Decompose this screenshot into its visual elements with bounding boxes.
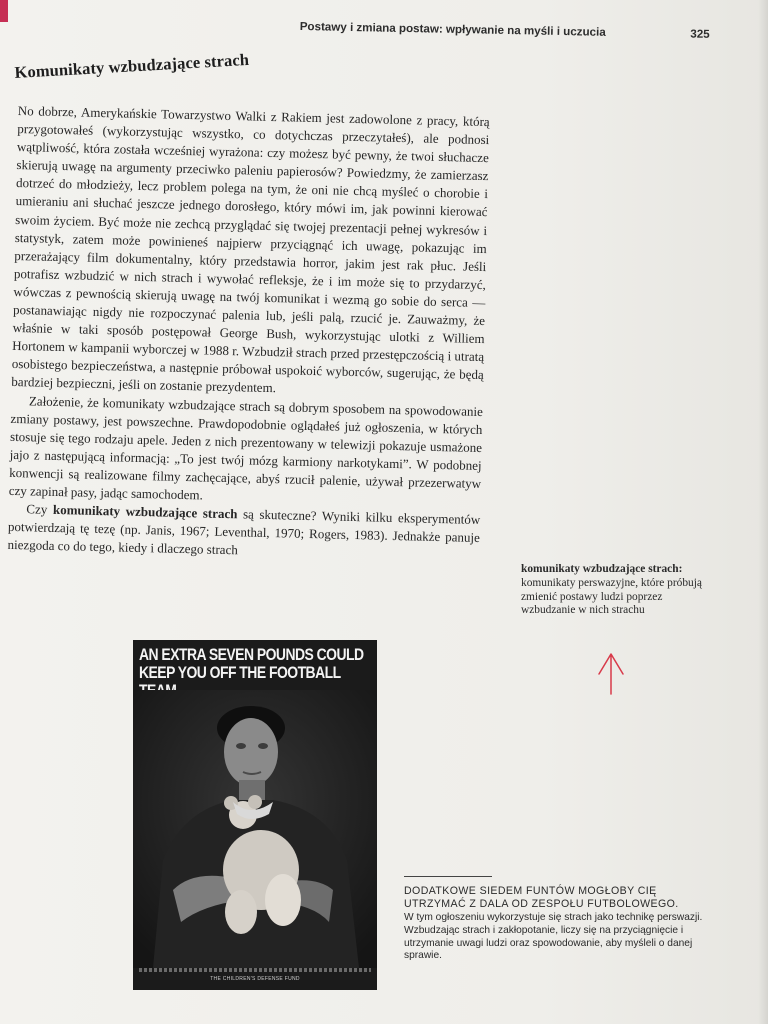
section-title: Komunikaty wzbudzające strach [14, 49, 250, 82]
body-text [7, 102, 490, 565]
caption-rule [404, 876, 492, 877]
ad-sponsor: THE CHILDREN'S DEFENSE FUND [210, 976, 300, 982]
caption-body: W tym ogłoszeniu wykorzystuje się strach jako technikę perswazji. Wzbudzając strach i zakłopotanie, liczy się na przyciągnięcie i utrzymanie uwagi ludzi oraz spowodowanie, aby myśleli o danej sprawie. [404, 912, 703, 962]
advertisement-photo [133, 640, 377, 990]
margin-definition [521, 563, 711, 618]
caption-title: DODATKOWE SIEDEM FUNTÓW MOGŁOBY CIĘ UTRZYMAĆ Z DALA OD ZESPOŁU FUTBOLOWEGO. [404, 885, 679, 910]
page-edge-shadow [758, 0, 768, 1024]
paragraph-text: Czy [26, 501, 54, 517]
page-corner-mark [0, 0, 8, 22]
paragraph [7, 500, 480, 565]
ad-headline: AN EXTRA SEVEN POUNDS COULD KEEP YOU OFF THE FOOTBALL [139, 646, 364, 682]
paragraph-text: są skuteczne? Wyniki kilku eksperymentów potwierdzają tę tezę (np. Janis, 1967; Leventhal, 1970; Rogers, 1983). Jednakże panuje niezgoda co do tego, kiedy i dlaczego strach [7, 506, 481, 558]
paragraph: Założenie, że komunikaty wzbudzające strach są dobrym sposobem na spowodowanie zmiany postawy, jest powszechne. Prawdopodobnie oglądałeś już ogłoszenia, w których stosuje się tego rodzaju apele. Jeden z nich prezentowany w telewizji pokazuje usmażone jajo z następującą informacją: „To jest twój mózg karmiony narkotykami”. W podobnej konwencji są realizowane filmy zachęcające, abyś rzucił palenie, używał przezerwatyw czy zapinał pasy, jadąc samochodem. [8, 392, 484, 503]
key-term: komunikaty wzbudzające strach [52, 502, 238, 522]
ad-fine-print [139, 968, 371, 972]
margin-term: komunikaty wzbudzające strach: [521, 563, 683, 575]
running-header [300, 14, 710, 44]
running-header-title: Postawy i zmiana postaw: wpływanie na myśli i uczucia [299, 19, 606, 39]
figure-caption [404, 876, 714, 963]
page-number: 325 [690, 27, 710, 41]
paragraph: No dobrze, Amerykańskie Towarzystwo Walki z Rakiem jest zadowolone z pracy, którą przygotowałeś (wykorzystując wszystko, co dotychczas przeczytałeś), ale podnosi wątpliwość, która została wcześniej wyrażona: czy możesz być pewny, że twoi słuchacze skierują uwagę na argumenty przeciwko paleniu papierosów? Powiedzmy, że zamierzasz dotrzeć do młodzieży, lecz problem polega na tym, że oni nie chcą myśleć o chorobie i umieraniu ani słuchać jeszcze jednego dorosłego, który mówi im, jak powinni kierować swoim życiem. Być może nie zechcą przyglądać się twojej prezentacji pełnej wykresów i statystyk, zatem może powinieneś najpierw przyciągnąć ich uwagę, pokazując im przerażający film dokumentalny, który przedstawia horror, jakim jest rak płuc. Jeśli potrafisz wzbudzić w nich strach i wywołać refleksje, że i im może się to przydarzyć, wówczas z pewnością skierują uwagę na twój komunikat i wezmą go sobie do serca — postanawiając nigdy nie rozpoczynać palenia lub, jeśli palą, rzucić je. Zauważmy, że właśnie w taki sposób postępował George Bush, wykorzystując ulotki z Williem Hortonem w kampanii wyborczej w 1988 r. Wzbudził strach przed przestępczością i utratą osobistego bezpieczeństwa, a następnie próbował uspokoić wyborców, sugerując, że będą bardziej bezpieczni, jeśli on zostanie prezydentem. [11, 102, 490, 396]
margin-definition-text: komunikaty perswazyjne, które próbują zmienić postawy ludzi poprzez wzbudzanie w nich strachu [521, 576, 702, 617]
boy-with-teddy-bear-photo [133, 690, 377, 968]
handwritten-arrow-icon [594, 650, 628, 696]
